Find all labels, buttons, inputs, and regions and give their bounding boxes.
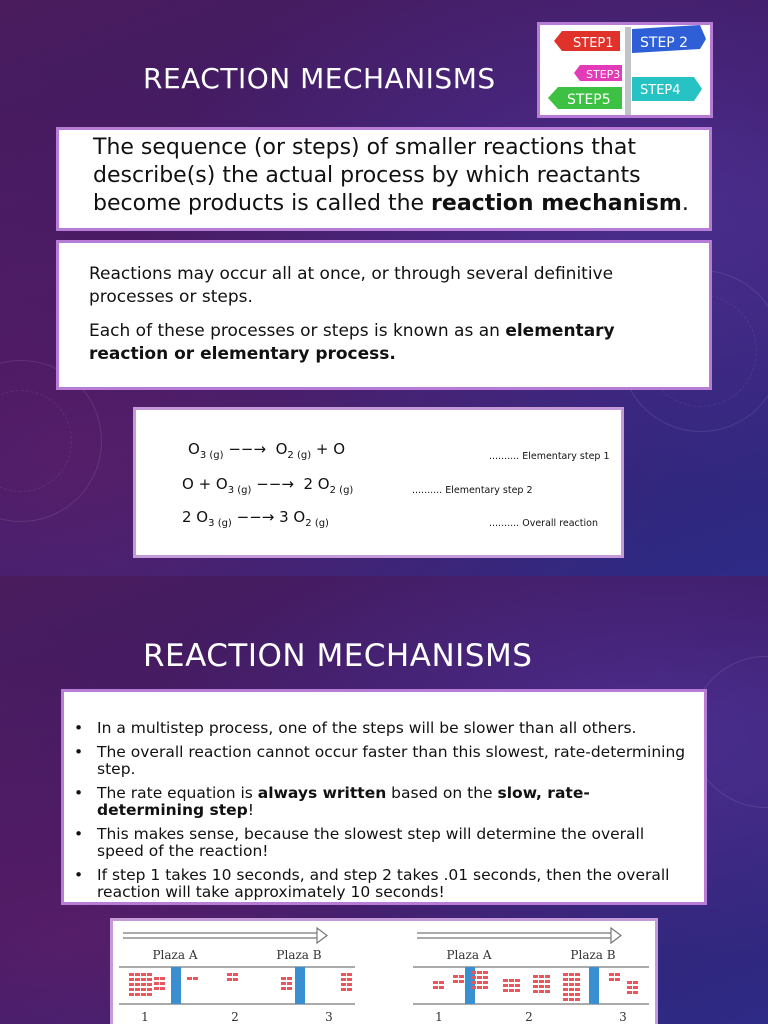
car — [287, 977, 292, 980]
car — [227, 973, 232, 976]
tick-label: 1 — [435, 1010, 443, 1024]
car — [141, 978, 146, 981]
car — [615, 973, 620, 976]
equations-box — [133, 407, 624, 558]
eq3-product-sub: 2 — [305, 518, 312, 529]
definition-text — [59, 130, 709, 218]
plaza-a-label: Plaza A — [446, 948, 492, 962]
eq3-reactant: 2 O — [182, 508, 209, 526]
car — [575, 998, 580, 1001]
car — [539, 985, 544, 988]
car — [154, 982, 159, 985]
car — [341, 973, 346, 976]
bullet-item: • The overall reaction cannot occur faster than this slowest, rate-determining step. — [74, 744, 688, 778]
car — [453, 975, 458, 978]
car — [515, 984, 520, 987]
car — [154, 977, 159, 980]
eq2-reactant: O + O — [182, 475, 228, 493]
eq1-product-sub: 2 — [287, 450, 294, 461]
car — [515, 979, 520, 982]
bullet-item — [74, 785, 688, 819]
car — [135, 973, 140, 976]
car — [477, 986, 482, 989]
car — [227, 978, 232, 981]
eq3-product-phase: (g) — [314, 518, 329, 529]
car — [477, 981, 482, 984]
car — [545, 985, 550, 988]
eq3-reactant-sub: 3 — [208, 518, 215, 529]
bullet-item: • This makes sense, because the slowest step will determine the overall speed of the reaction! — [74, 826, 688, 860]
car — [281, 982, 286, 985]
car — [129, 983, 134, 986]
car — [533, 990, 538, 993]
bullet-item: • In a multistep process, one of the steps will be slower than all others. — [74, 720, 688, 737]
eq2-product-sub: 2 — [329, 485, 336, 496]
car — [147, 983, 152, 986]
car — [575, 978, 580, 981]
car — [533, 980, 538, 983]
car — [135, 993, 140, 996]
car — [539, 975, 544, 978]
car — [154, 987, 159, 990]
elementary-paragraph-2 — [89, 320, 689, 366]
slide-title: REACTION MECHANISMS — [143, 638, 533, 674]
car — [147, 978, 152, 981]
car — [135, 978, 140, 981]
equation-note-1: .......... Elementary step 1 — [489, 451, 610, 462]
car — [129, 988, 134, 991]
car — [483, 981, 488, 984]
car — [471, 976, 476, 979]
car — [471, 981, 476, 984]
direction-arrow-head — [611, 928, 621, 943]
toll-plaza-diagram — [110, 918, 658, 1024]
equation-note-3: .......... Overall reaction — [489, 518, 598, 529]
signpost-pole — [625, 27, 631, 115]
car — [503, 989, 508, 992]
direction-arrow-head — [317, 928, 327, 943]
eq3-product: 3 O — [279, 508, 306, 526]
car — [539, 990, 544, 993]
car — [509, 979, 514, 982]
car — [563, 973, 568, 976]
car — [609, 973, 614, 976]
car — [453, 980, 458, 983]
car — [633, 986, 638, 989]
car — [141, 983, 146, 986]
car — [477, 976, 482, 979]
car — [545, 990, 550, 993]
car — [563, 988, 568, 991]
tick-label: 1 — [141, 1010, 149, 1024]
bullet-emphasis: slow, rate-determining step — [97, 784, 590, 819]
tick-label: 3 — [619, 1010, 627, 1024]
car — [483, 976, 488, 979]
eq2-arrow: −−→ — [256, 475, 294, 493]
car — [147, 993, 152, 996]
eq2-reactant-sub: 3 — [227, 485, 235, 496]
sign-step5-label: STEP5 — [567, 92, 611, 108]
car — [483, 986, 488, 989]
equation-step-2 — [182, 475, 353, 496]
elementary-paragraph-2-text: Each of these processes or steps is known as an — [89, 321, 506, 341]
car — [569, 983, 574, 986]
plaza-a-label: Plaza A — [152, 948, 198, 962]
car — [575, 988, 580, 991]
car — [569, 998, 574, 1001]
car — [609, 978, 614, 981]
car — [187, 977, 192, 980]
car — [341, 978, 346, 981]
plaza-b-label: Plaza B — [570, 948, 616, 962]
bullets-box — [61, 689, 707, 905]
car — [575, 973, 580, 976]
car — [563, 998, 568, 1001]
sign-step1-label: STEP1 — [573, 36, 614, 51]
equation-note-2: .......... Elementary step 2 — [412, 485, 533, 496]
car — [439, 986, 444, 989]
car — [633, 991, 638, 994]
car — [539, 980, 544, 983]
car — [533, 985, 538, 988]
car — [433, 981, 438, 984]
car — [129, 973, 134, 976]
sign-step4-label: STEP4 — [640, 83, 681, 98]
car — [575, 993, 580, 996]
car — [233, 973, 238, 976]
bullet-list — [64, 692, 704, 901]
car — [341, 988, 346, 991]
car — [347, 973, 352, 976]
bullet-text: based on the — [386, 784, 498, 802]
car — [569, 988, 574, 991]
bullet-item: • If step 1 takes 10 seconds, and step 2 takes .01 seconds, then the overall reaction will take approximately 10 seconds! — [74, 867, 688, 901]
car — [459, 975, 464, 978]
car — [347, 983, 352, 986]
car — [141, 993, 146, 996]
definition-body: The sequence (or steps) of smaller reactions that describe(s) the actual process by which reactants become products is called the — [93, 135, 641, 216]
car — [627, 991, 632, 994]
car — [569, 978, 574, 981]
car — [193, 977, 198, 980]
toll-plaza-illustration — [113, 921, 655, 1024]
car — [575, 983, 580, 986]
car — [563, 983, 568, 986]
car — [433, 986, 438, 989]
equation-step-1 — [188, 440, 345, 461]
car — [471, 986, 476, 989]
car — [141, 973, 146, 976]
car — [563, 993, 568, 996]
elementary-paragraph-1: Reactions may occur all at once, or through several definitive processes or steps. — [89, 264, 614, 307]
car — [160, 977, 165, 980]
car — [569, 973, 574, 976]
definition-end: . — [681, 191, 689, 216]
toll-booth-b — [589, 967, 599, 1004]
car — [615, 978, 620, 981]
tick-label: 2 — [525, 1010, 533, 1024]
eq2-reactant-phase: (g) — [237, 485, 252, 496]
eq1-extra: + O — [315, 440, 346, 458]
car — [281, 987, 286, 990]
car — [471, 971, 476, 974]
car — [503, 979, 508, 982]
plaza-b-label: Plaza B — [276, 948, 322, 962]
step-signs-image — [537, 22, 713, 118]
car — [233, 978, 238, 981]
car — [477, 971, 482, 974]
car — [545, 980, 550, 983]
car — [129, 993, 134, 996]
car — [509, 984, 514, 987]
eq3-reactant-phase: (g) — [217, 518, 232, 529]
car — [287, 982, 292, 985]
eq1-product-phase: (g) — [296, 450, 312, 461]
eq1-arrow: −−→ — [228, 440, 267, 458]
car — [347, 988, 352, 991]
car — [515, 989, 520, 992]
tick-label: 3 — [325, 1010, 333, 1024]
car — [633, 981, 638, 984]
car — [563, 978, 568, 981]
sign-step2-label: STEP 2 — [640, 35, 689, 51]
car — [509, 989, 514, 992]
toll-booth-a — [171, 967, 181, 1004]
eq1-reactant: O — [188, 440, 200, 458]
definition-box — [56, 127, 712, 231]
car — [569, 993, 574, 996]
car — [545, 975, 550, 978]
slide-title: REACTION MECHANISMS — [143, 62, 496, 95]
bullet-emphasis: always written — [257, 784, 387, 802]
car — [135, 983, 140, 986]
car — [459, 980, 464, 983]
eq2-product-phase: (g) — [339, 485, 354, 496]
car — [439, 981, 444, 984]
bullet-text: ! — [247, 801, 254, 819]
bullet-text: The rate equation is — [97, 784, 258, 802]
car — [281, 977, 286, 980]
car — [627, 986, 632, 989]
car — [129, 978, 134, 981]
toll-booth-b — [295, 967, 305, 1004]
car — [160, 982, 165, 985]
eq1-reactant-sub: 3 — [199, 450, 207, 461]
car — [503, 984, 508, 987]
slide-2 — [0, 576, 768, 1024]
eq2-product: 2 O — [303, 475, 330, 493]
car — [135, 988, 140, 991]
car — [533, 975, 538, 978]
car — [141, 988, 146, 991]
eq1-reactant-phase: (g) — [209, 450, 224, 461]
car — [341, 983, 346, 986]
sign-step3-label: STEP3 — [586, 68, 621, 81]
definition-term: reaction mechanism — [431, 191, 682, 216]
car — [160, 987, 165, 990]
car — [287, 987, 292, 990]
elementary-box — [56, 240, 712, 390]
eq1-product: O — [275, 440, 288, 458]
car — [147, 988, 152, 991]
signpost-graphic — [540, 25, 710, 115]
car — [627, 981, 632, 984]
tick-label: 2 — [231, 1010, 239, 1024]
equation-overall — [182, 508, 329, 529]
car — [147, 973, 152, 976]
car — [483, 971, 488, 974]
eq3-arrow: −−→ — [236, 508, 275, 526]
elementary-term: elementary reaction or elementary process. — [89, 321, 615, 364]
car — [347, 978, 352, 981]
